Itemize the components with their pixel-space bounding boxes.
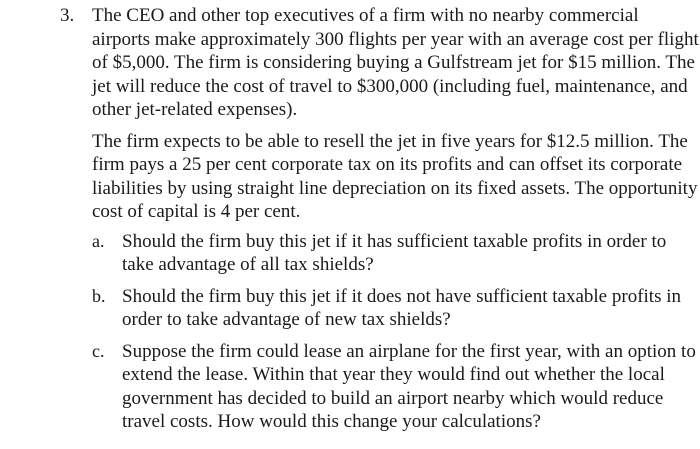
sub-question-b xyxy=(92,285,700,332)
problem-number: 3. xyxy=(60,5,75,26)
sub-question-label: b. xyxy=(92,285,106,306)
problem-paragraph-1: The CEO and other top executives of a firm with no nearby commercial airports make approximately 300 flights per year with an average cost per flight of $5,000. The firm is considering buying a Gulfstream jet for $15 million. The jet will reduce the cost of travel to $300,000 (including fuel, maintenance, and other jet-related expenses). xyxy=(92,5,699,120)
problem-3 xyxy=(60,4,700,442)
sub-question-label: c. xyxy=(92,340,105,361)
problem-paragraph-2: The firm expects to be able to resell the jet in five years for $12.5 million. The firm pays a 25 per cent corporate tax on its profits and can offset its corporate liabilities by using straight line depreciation on its fixed assets. The opportunity cost of capital is 4 per cent. xyxy=(92,130,698,222)
sub-question-text: Suppose the firm could lease an airplane for the first year, with an option to extend the lease. Within that year they would find out whether the local government has decided to build an airport nearby which would reduce travel costs. How would this change your calculations? xyxy=(122,340,696,432)
sub-question-a xyxy=(92,230,700,277)
sub-question-text: Should the firm buy this jet if it does not have sufficient taxable profits in order to take advantage of new tax shields? xyxy=(122,285,681,330)
sub-question-label: a. xyxy=(92,230,105,251)
problem-content xyxy=(92,4,700,434)
sub-question-list xyxy=(92,230,700,434)
sub-question-c xyxy=(92,340,700,434)
sub-question-text: Should the firm buy this jet if it has sufficient taxable profits in order to take advantage of all tax shields? xyxy=(122,230,667,275)
